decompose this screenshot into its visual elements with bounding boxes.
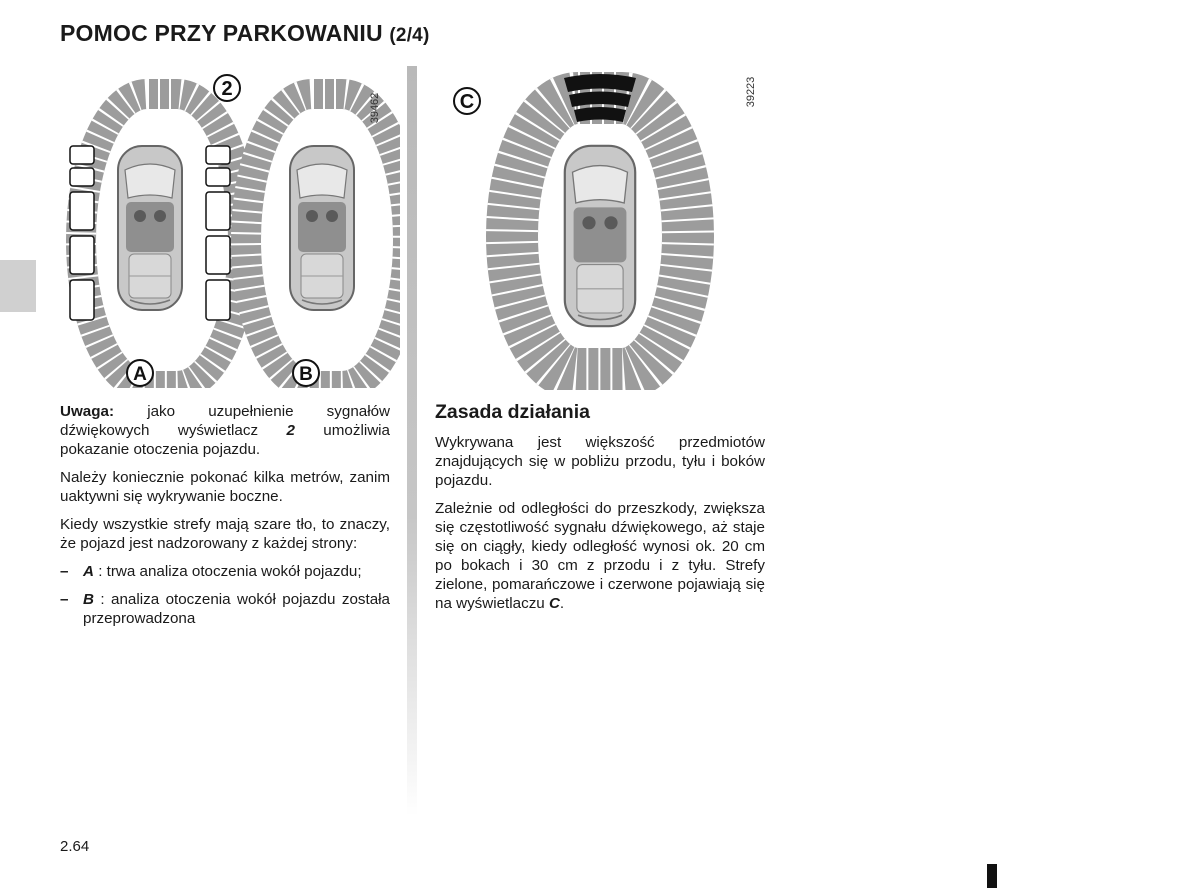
note-label: Uwaga: (60, 403, 115, 420)
right-paragraph-2 (435, 499, 765, 613)
label-a (127, 360, 153, 386)
image-code-right: 39223 (745, 76, 757, 108)
chapter-tab (0, 260, 36, 312)
bullet-a-key: A (83, 563, 94, 580)
car-icon-c (565, 146, 635, 326)
page-number: 2.64 (60, 838, 90, 855)
callout-2-label: 2 (221, 78, 233, 100)
bullet-b (60, 590, 390, 628)
section-heading: Zasada działania (435, 401, 590, 423)
parking-display-figure-ab (60, 68, 400, 388)
page-title (60, 20, 429, 47)
column-divider (407, 66, 417, 816)
bullet-a-desc: : trwa analiza otoczenia wokół pojazdu; (93, 563, 362, 580)
bullet-b-text (83, 590, 390, 628)
callout-2 (214, 75, 240, 101)
bullet-dash: – (60, 563, 69, 580)
label-b (293, 360, 319, 386)
right-paragraph-2-end: . (559, 595, 565, 612)
car-icon-b (290, 146, 354, 310)
left-column (60, 402, 390, 637)
parking-display-figure-c (440, 70, 770, 390)
note-text-1: jako uzupełnienie sygnałów dźwiękowych wyświetlacz (60, 403, 390, 439)
crop-mark (987, 864, 997, 888)
car-icon-a (118, 146, 182, 310)
right-paragraph-1: Wykrywana jest większość przedmiotów znajdujących się w pobliżu przodu, tyłu i boków pojazdu. (435, 434, 765, 489)
image-code-left: 39462 (369, 92, 381, 124)
right-paragraph-2-text: Zależnie od odległości do przeszkody, zwiększa się częstotliwość sygnału dźwiękowego, aż staje się on ciągły, kiedy odległość wynosi ok. 20 cm po bokach i 30 cm z przodu i z tyłu. Strefy zielone, pomarańczowe i czerwone pojawiają się na wyświetlaczu (435, 500, 765, 612)
label-a-text: A (133, 364, 147, 385)
right-column (435, 433, 765, 622)
label-b-text: B (299, 364, 313, 385)
callout-c (454, 88, 480, 114)
paragraph-2: Należy koniecznie pokonać kilka metrów, zanim uaktywni się wykrywanie boczne. (60, 469, 390, 505)
display-b (246, 94, 400, 386)
note-ref: 2 (286, 422, 295, 439)
callout-c-label: C (459, 91, 475, 113)
bullet-b-desc: : analiza otoczenia wokół pojazdu została przeprowadzona (83, 591, 390, 627)
paragraph-3: Kiedy wszystkie strefy mają szare tło, to znaczy, że pojazd jest nadzorowany z każdej strony: (60, 516, 390, 552)
bullet-a (60, 562, 390, 581)
title-text: POMOC PRZY PARKOWANIU (60, 20, 383, 46)
display-c-ref: C (548, 595, 560, 612)
title-page-of: (2/4) (389, 25, 430, 46)
bullet-a-text (83, 562, 390, 581)
display-a (70, 94, 243, 386)
note-text-2: umożliwia pokazanie otoczenia pojazdu. (60, 422, 390, 458)
bullet-dash: – (60, 591, 69, 608)
bullet-b-key: B (83, 591, 94, 608)
note-paragraph (60, 402, 390, 459)
